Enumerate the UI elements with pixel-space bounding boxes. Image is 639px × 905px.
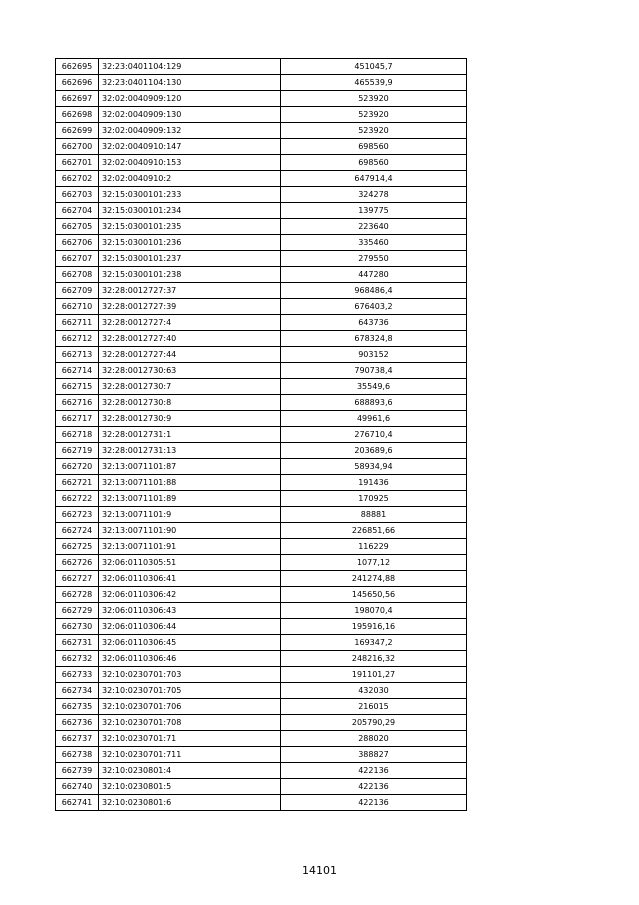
value-cell: 88881 <box>281 507 467 523</box>
value-cell: 288020 <box>281 731 467 747</box>
table-row <box>56 699 467 715</box>
cadastral-number-cell: 32:02:0040910:2 <box>99 171 281 187</box>
row-id-cell: 662701 <box>56 155 99 171</box>
table-row <box>56 379 467 395</box>
row-id-cell: 662709 <box>56 283 99 299</box>
cadastral-number-cell: 32:13:0071101:88 <box>99 475 281 491</box>
table-row <box>56 795 467 811</box>
value-cell: 145650,56 <box>281 587 467 603</box>
value-cell: 698560 <box>281 139 467 155</box>
table-row <box>56 411 467 427</box>
row-id-cell: 662734 <box>56 683 99 699</box>
value-cell: 523920 <box>281 107 467 123</box>
row-id-cell: 662712 <box>56 331 99 347</box>
value-cell: 422136 <box>281 779 467 795</box>
value-cell: 676403,2 <box>281 299 467 315</box>
row-id-cell: 662715 <box>56 379 99 395</box>
row-id-cell: 662721 <box>56 475 99 491</box>
row-id-cell: 662727 <box>56 571 99 587</box>
table-row <box>56 459 467 475</box>
value-cell: 223640 <box>281 219 467 235</box>
table-row <box>56 763 467 779</box>
row-id-cell: 662733 <box>56 667 99 683</box>
row-id-cell: 662714 <box>56 363 99 379</box>
cadastral-number-cell: 32:10:0230801:5 <box>99 779 281 795</box>
cadastral-number-cell: 32:06:0110306:45 <box>99 635 281 651</box>
row-id-cell: 662731 <box>56 635 99 651</box>
row-id-cell: 662722 <box>56 491 99 507</box>
cadastral-number-cell: 32:06:0110306:41 <box>99 571 281 587</box>
table-row <box>56 283 467 299</box>
cadastral-number-cell: 32:15:0300101:235 <box>99 219 281 235</box>
table-row <box>56 571 467 587</box>
row-id-cell: 662724 <box>56 523 99 539</box>
cadastral-number-cell: 32:28:0012727:4 <box>99 315 281 331</box>
cadastral-number-cell: 32:15:0300101:233 <box>99 187 281 203</box>
page-number: 14101 <box>302 864 337 877</box>
row-id-cell: 662725 <box>56 539 99 555</box>
value-cell: 198070,4 <box>281 603 467 619</box>
value-cell: 216015 <box>281 699 467 715</box>
table-row <box>56 523 467 539</box>
row-id-cell: 662719 <box>56 443 99 459</box>
table-row <box>56 443 467 459</box>
row-id-cell: 662700 <box>56 139 99 155</box>
cadastral-number-cell: 32:13:0071101:87 <box>99 459 281 475</box>
table-row <box>56 59 467 75</box>
value-cell: 139775 <box>281 203 467 219</box>
cadastral-number-cell: 32:28:0012731:1 <box>99 427 281 443</box>
cadastral-number-cell: 32:28:0012730:63 <box>99 363 281 379</box>
cadastral-number-cell: 32:06:0110306:43 <box>99 603 281 619</box>
value-cell: 324278 <box>281 187 467 203</box>
value-cell: 451045,7 <box>281 59 467 75</box>
cadastral-number-cell: 32:28:0012727:40 <box>99 331 281 347</box>
cadastral-number-cell: 32:13:0071101:89 <box>99 491 281 507</box>
cadastral-number-cell: 32:13:0071101:9 <box>99 507 281 523</box>
table-row <box>56 75 467 91</box>
cadastral-number-cell: 32:02:0040909:130 <box>99 107 281 123</box>
table-row <box>56 363 467 379</box>
row-id-cell: 662729 <box>56 603 99 619</box>
table-row <box>56 555 467 571</box>
table-row <box>56 315 467 331</box>
table-row <box>56 731 467 747</box>
table-row <box>56 715 467 731</box>
table-row <box>56 251 467 267</box>
value-cell: 335460 <box>281 235 467 251</box>
value-cell: 688893,6 <box>281 395 467 411</box>
value-cell: 203689,6 <box>281 443 467 459</box>
row-id-cell: 662707 <box>56 251 99 267</box>
row-id-cell: 662704 <box>56 203 99 219</box>
row-id-cell: 662708 <box>56 267 99 283</box>
row-id-cell: 662695 <box>56 59 99 75</box>
value-cell: 447280 <box>281 267 467 283</box>
table-row <box>56 635 467 651</box>
row-id-cell: 662716 <box>56 395 99 411</box>
cadastral-number-cell: 32:13:0071101:91 <box>99 539 281 555</box>
table-row <box>56 683 467 699</box>
row-id-cell: 662705 <box>56 219 99 235</box>
row-id-cell: 662739 <box>56 763 99 779</box>
cadastral-number-cell: 32:15:0300101:237 <box>99 251 281 267</box>
value-cell: 422136 <box>281 795 467 811</box>
table-row <box>56 107 467 123</box>
row-id-cell: 662718 <box>56 427 99 443</box>
row-id-cell: 662728 <box>56 587 99 603</box>
row-id-cell: 662713 <box>56 347 99 363</box>
value-cell: 279550 <box>281 251 467 267</box>
table-row <box>56 475 467 491</box>
value-cell: 678324,8 <box>281 331 467 347</box>
value-cell: 58934,94 <box>281 459 467 475</box>
table-row <box>56 155 467 171</box>
cadastral-number-cell: 32:10:0230701:708 <box>99 715 281 731</box>
table-row <box>56 267 467 283</box>
value-cell: 465539,9 <box>281 75 467 91</box>
value-cell: 276710,4 <box>281 427 467 443</box>
row-id-cell: 662723 <box>56 507 99 523</box>
value-cell: 205790,29 <box>281 715 467 731</box>
table-body <box>56 59 467 811</box>
table-row <box>56 539 467 555</box>
value-cell: 432030 <box>281 683 467 699</box>
cadastral-number-cell: 32:28:0012730:7 <box>99 379 281 395</box>
row-id-cell: 662741 <box>56 795 99 811</box>
value-cell: 35549,6 <box>281 379 467 395</box>
value-cell: 388827 <box>281 747 467 763</box>
value-cell: 116229 <box>281 539 467 555</box>
table-row <box>56 507 467 523</box>
value-cell: 523920 <box>281 91 467 107</box>
value-cell: 1077,12 <box>281 555 467 571</box>
table-row <box>56 603 467 619</box>
table-row <box>56 235 467 251</box>
value-cell: 195916,16 <box>281 619 467 635</box>
row-id-cell: 662706 <box>56 235 99 251</box>
value-cell: 191101,27 <box>281 667 467 683</box>
cadastral-number-cell: 32:28:0012730:9 <box>99 411 281 427</box>
row-id-cell: 662736 <box>56 715 99 731</box>
row-id-cell: 662730 <box>56 619 99 635</box>
cadastral-number-cell: 32:28:0012731:13 <box>99 443 281 459</box>
row-id-cell: 662703 <box>56 187 99 203</box>
table-row <box>56 187 467 203</box>
table-row <box>56 619 467 635</box>
table-row <box>56 491 467 507</box>
row-id-cell: 662696 <box>56 75 99 91</box>
table-row <box>56 651 467 667</box>
value-cell: 790738,4 <box>281 363 467 379</box>
row-id-cell: 662717 <box>56 411 99 427</box>
value-cell: 422136 <box>281 763 467 779</box>
row-id-cell: 662720 <box>56 459 99 475</box>
cadastral-number-cell: 32:15:0300101:234 <box>99 203 281 219</box>
table-row <box>56 779 467 795</box>
table-row <box>56 395 467 411</box>
row-id-cell: 662735 <box>56 699 99 715</box>
cadastral-number-cell: 32:10:0230801:4 <box>99 763 281 779</box>
value-cell: 698560 <box>281 155 467 171</box>
value-cell: 169347,2 <box>281 635 467 651</box>
cadastral-number-cell: 32:23:0401104:129 <box>99 59 281 75</box>
cadastral-number-cell: 32:23:0401104:130 <box>99 75 281 91</box>
table-row <box>56 747 467 763</box>
row-id-cell: 662711 <box>56 315 99 331</box>
table-row <box>56 139 467 155</box>
cadastral-number-cell: 32:02:0040910:153 <box>99 155 281 171</box>
value-cell: 523920 <box>281 123 467 139</box>
value-cell: 49961,6 <box>281 411 467 427</box>
row-id-cell: 662697 <box>56 91 99 107</box>
table-row <box>56 299 467 315</box>
cadastral-number-cell: 32:10:0230701:705 <box>99 683 281 699</box>
table-row <box>56 427 467 443</box>
table-row <box>56 171 467 187</box>
cadastral-number-cell: 32:06:0110306:44 <box>99 619 281 635</box>
cadastral-number-cell: 32:28:0012727:44 <box>99 347 281 363</box>
table-row <box>56 587 467 603</box>
table-row <box>56 331 467 347</box>
cadastral-value-table <box>55 58 467 811</box>
table-row <box>56 667 467 683</box>
row-id-cell: 662738 <box>56 747 99 763</box>
cadastral-number-cell: 32:28:0012730:8 <box>99 395 281 411</box>
value-cell: 226851,66 <box>281 523 467 539</box>
row-id-cell: 662732 <box>56 651 99 667</box>
cadastral-number-cell: 32:06:0110305:51 <box>99 555 281 571</box>
table-row <box>56 203 467 219</box>
table-row <box>56 347 467 363</box>
cadastral-number-cell: 32:10:0230701:706 <box>99 699 281 715</box>
value-cell: 647914,4 <box>281 171 467 187</box>
cadastral-number-cell: 32:10:0230701:711 <box>99 747 281 763</box>
value-cell: 170925 <box>281 491 467 507</box>
value-cell: 241274,88 <box>281 571 467 587</box>
row-id-cell: 662737 <box>56 731 99 747</box>
cadastral-number-cell: 32:02:0040909:120 <box>99 91 281 107</box>
row-id-cell: 662698 <box>56 107 99 123</box>
value-cell: 903152 <box>281 347 467 363</box>
cadastral-number-cell: 32:02:0040909:132 <box>99 123 281 139</box>
cadastral-number-cell: 32:10:0230701:703 <box>99 667 281 683</box>
cadastral-number-cell: 32:15:0300101:236 <box>99 235 281 251</box>
row-id-cell: 662702 <box>56 171 99 187</box>
row-id-cell: 662710 <box>56 299 99 315</box>
table-row <box>56 219 467 235</box>
cadastral-number-cell: 32:28:0012727:37 <box>99 283 281 299</box>
value-cell: 968486,4 <box>281 283 467 299</box>
row-id-cell: 662726 <box>56 555 99 571</box>
value-cell: 248216,32 <box>281 651 467 667</box>
row-id-cell: 662740 <box>56 779 99 795</box>
table-row <box>56 123 467 139</box>
value-cell: 191436 <box>281 475 467 491</box>
cadastral-number-cell: 32:28:0012727:39 <box>99 299 281 315</box>
cadastral-number-cell: 32:10:0230701:71 <box>99 731 281 747</box>
row-id-cell: 662699 <box>56 123 99 139</box>
cadastral-number-cell: 32:02:0040910:147 <box>99 139 281 155</box>
cadastral-number-cell: 32:06:0110306:42 <box>99 587 281 603</box>
table-row <box>56 91 467 107</box>
value-cell: 643736 <box>281 315 467 331</box>
cadastral-number-cell: 32:13:0071101:90 <box>99 523 281 539</box>
cadastral-number-cell: 32:06:0110306:46 <box>99 651 281 667</box>
cadastral-number-cell: 32:10:0230801:6 <box>99 795 281 811</box>
cadastral-number-cell: 32:15:0300101:238 <box>99 267 281 283</box>
